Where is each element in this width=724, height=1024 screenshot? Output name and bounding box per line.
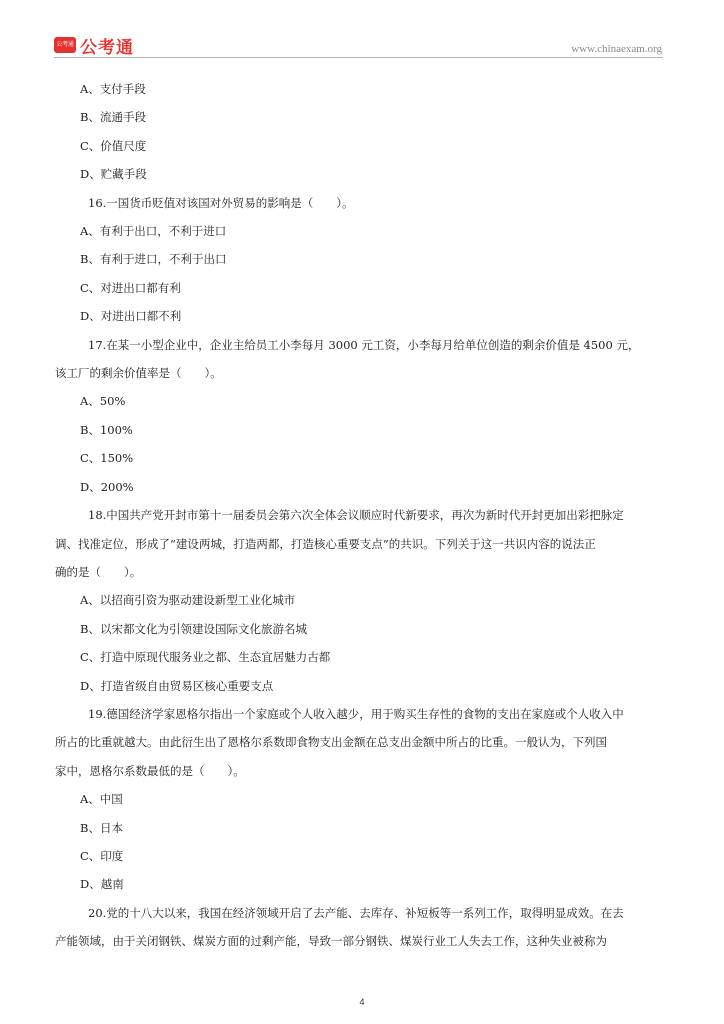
question-text-continued: 调、找准定位，形成了“建设两城，打造两都，打造核心重要支点”的共识。下列关于这一共识内容的说法正 bbox=[55, 536, 596, 551]
document-body bbox=[55, 75, 670, 956]
answer-option: D、贮藏手段 bbox=[80, 167, 147, 182]
answer-option: D、对进出口都不利 bbox=[80, 309, 182, 324]
answer-option: B、100% bbox=[80, 422, 133, 437]
question-text: 16.一国货币贬值对该国对外贸易的影响是（ ）。 bbox=[88, 195, 354, 210]
question-text-continued: 家中，恩格尔系数最低的是（ ）。 bbox=[55, 763, 245, 778]
answer-option: B、以宋都文化为引领建设国际文化旅游名城 bbox=[80, 621, 307, 636]
page-number: 4 bbox=[359, 997, 365, 1007]
answer-option: C、印度 bbox=[80, 848, 124, 863]
question-text: 18.中国共产党开封市第十一届委员会第六次全体会议顺应时代新要求，再次为新时代开封更加出彩把脉定 bbox=[88, 508, 624, 523]
answer-option: A、有利于出口，不利于进口 bbox=[80, 224, 227, 239]
answer-option: B、有利于进口，不利于出口 bbox=[80, 252, 227, 267]
answer-option: B、流通手段 bbox=[80, 110, 146, 125]
logo-text: 公考通 bbox=[80, 38, 134, 58]
answer-option: D、越南 bbox=[80, 877, 124, 892]
answer-option: C、对进出口都有利 bbox=[80, 280, 181, 295]
answer-option: C、150% bbox=[80, 451, 134, 466]
answer-option: A、支付手段 bbox=[80, 82, 146, 96]
header-divider bbox=[54, 57, 663, 58]
question-text: 20.党的十八大以来，我国在经济领域开启了去产能、去库存、补短板等一系列工作，取得明显成效。在去 bbox=[88, 905, 624, 920]
answer-option: A、中国 bbox=[80, 792, 123, 807]
site-url: www.chinaexam.org bbox=[571, 43, 662, 55]
answer-option: D、打造省级自由贸易区核心重要支点 bbox=[80, 678, 274, 693]
answer-option: A、以招商引资为驱动建设新型工业化城市 bbox=[80, 593, 296, 608]
logo-badge: 公考通 bbox=[54, 37, 76, 53]
answer-option: B、日本 bbox=[80, 820, 123, 835]
question-text-continued: 确的是（ ）。 bbox=[55, 564, 142, 579]
question-text: 19.德国经济学家恩格尔指出一个家庭或个人收入越少，用于购买生存性的食物的支出在家庭或个人收入中 bbox=[88, 706, 624, 721]
question-text: 17.在某一小型企业中，企业主给员工小李每月 3000 元工资，小李每月给单位创造的剩余价值是 4500 元， bbox=[88, 337, 640, 352]
answer-option: C、打造中原现代服务业之都、生态宜居魅力古都 bbox=[80, 650, 331, 665]
question-text-continued: 所占的比重就越大。由此衍生出了恩格尔系数即食物支出金额在总支出金额中所占的比重。一般认为，下列国 bbox=[55, 735, 607, 750]
page-header bbox=[0, 0, 724, 70]
question-text-continued: 该工厂的剩余价值率是（ ）。 bbox=[55, 366, 222, 381]
question-text-continued: 产能领域，由于关闭钢铁、煤炭方面的过剩产能，导致一部分钢铁、煤炭行业工人失去工作，这种失业被称为 bbox=[55, 934, 607, 949]
answer-option: D、200% bbox=[80, 479, 134, 494]
answer-option: A、50% bbox=[80, 394, 126, 409]
answer-option: C、价值尺度 bbox=[80, 138, 147, 153]
